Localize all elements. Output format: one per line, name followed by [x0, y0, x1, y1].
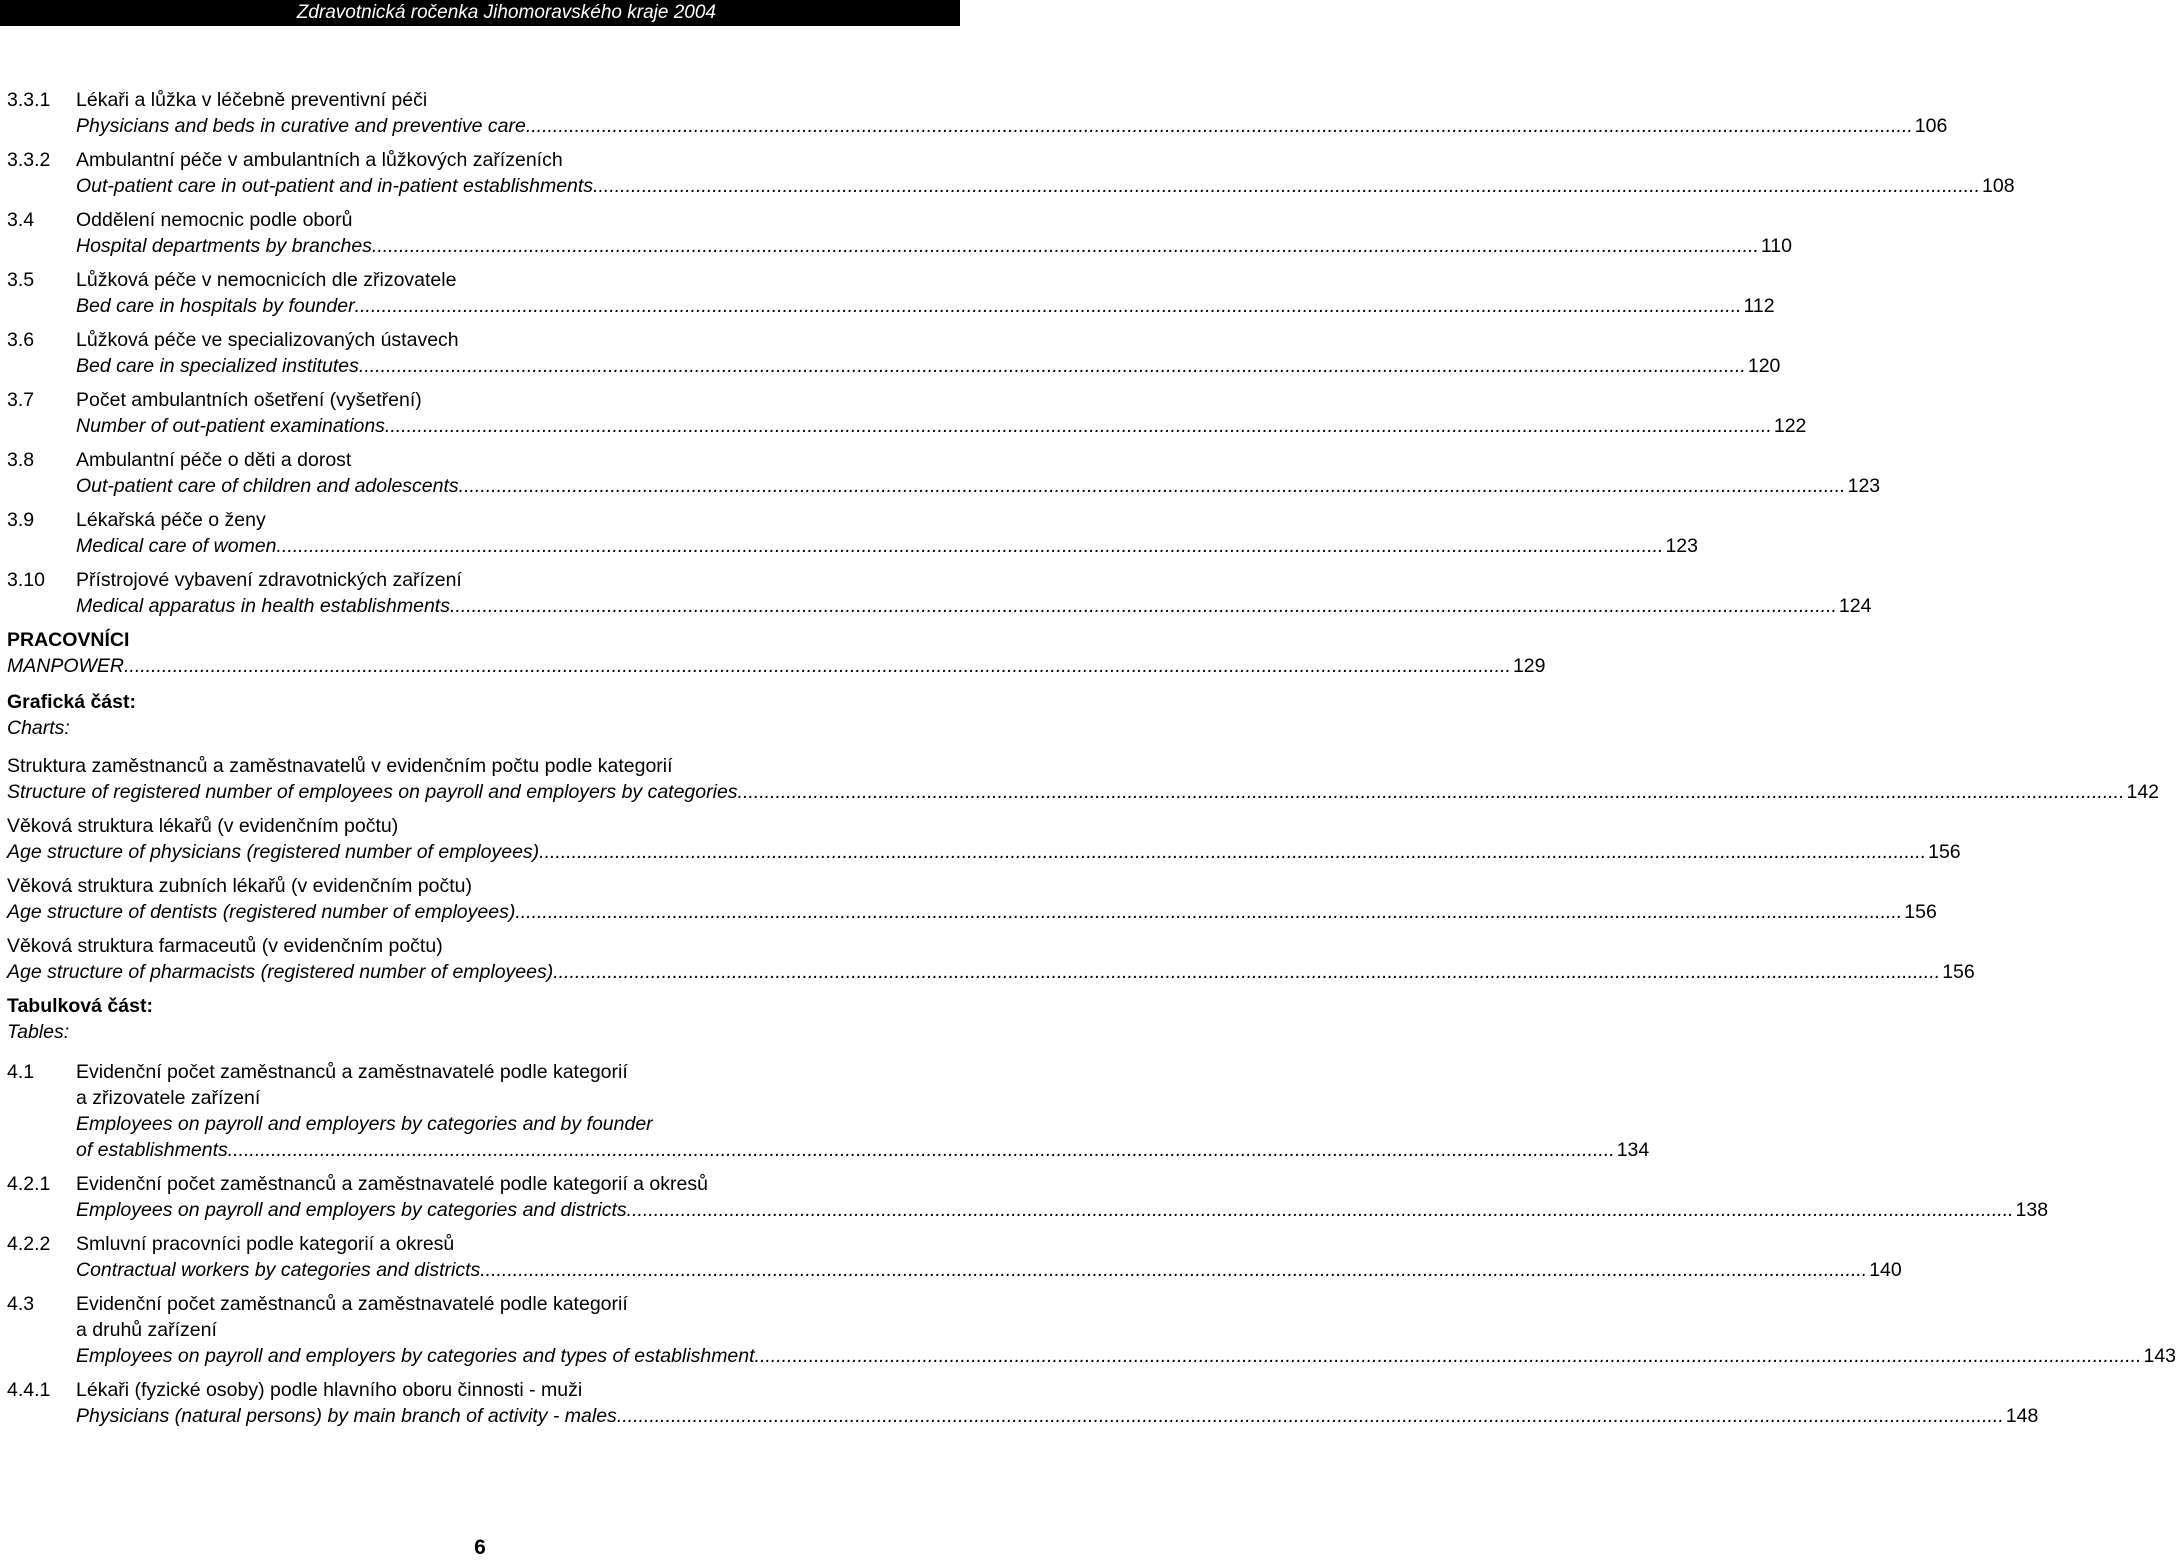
- entry-line-en: [7, 473, 1881, 499]
- leader-dots: ................................................................................................................................................................................................................................................................: [227, 1139, 1615, 1161]
- entry-title-cz: Lékaři (fyzické osoby) podle hlavního oboru činnosti - muži: [76, 1379, 583, 1401]
- entry-line-en: [7, 1403, 2039, 1429]
- entry-title-en-last: Employees on payroll and employers by categories and types of establishment: [76, 1345, 755, 1367]
- entry-line-en: [7, 113, 1948, 139]
- toc-entry[interactable]: [7, 207, 1792, 259]
- chart-title-cz: Struktura zaměstnanců a zaměstnavatelů v evidenčním počtu podle kategorií: [7, 755, 673, 777]
- entry-title-cz: Ambulantní péče o děti a dorost: [76, 449, 352, 471]
- entry-title-en: Physicians and beds in curative and preventive care: [76, 115, 526, 137]
- entry-line-en: [7, 1257, 1902, 1283]
- page-number: 134: [1616, 1139, 1650, 1161]
- entry-title-cz: Lůžková péče ve specializovaných ústavech: [76, 329, 459, 351]
- entry-number: 3.10: [7, 569, 45, 591]
- entry-title-cz: Ambulantní péče v ambulantních a lůžkových zařízeních: [76, 149, 563, 171]
- entry-number: 4.1: [7, 1061, 35, 1083]
- entry-number: 3.4: [7, 209, 35, 231]
- leader-dots: ................................................................................................................................................................................................................................................................: [480, 1259, 1868, 1281]
- toc-tables: [7, 993, 2176, 1429]
- leader-dots: ................................................................................................................................................................................................................................................................: [276, 535, 1664, 557]
- page-number: 110: [1760, 235, 1792, 257]
- chart-title-en: Structure of registered number of employees on payroll and employers by categories: [7, 781, 738, 803]
- entry-title-cz: Přístrojové vybavení zdravotnických zařízení: [76, 569, 462, 591]
- entry-title-en: Out-patient care of children and adolescents: [76, 475, 459, 497]
- chart-title-cz: Věková struktura lékařů (v evidenčním počtu): [7, 815, 399, 837]
- toc-entry[interactable]: [7, 87, 1948, 139]
- entry-title-en: Out-patient care in out-patient and in-patient establishments: [76, 175, 594, 197]
- toc-entry[interactable]: [7, 567, 1872, 619]
- leader-dots: ................................................................................................................................................................................................................................................................: [384, 415, 1772, 437]
- entry-line-en: [7, 1343, 2176, 1369]
- entry-title-en: Bed care in hospitals by founder: [76, 295, 355, 317]
- entry-title-cz: Lůžková péče v nemocnicích dle zřizovatele: [76, 269, 457, 291]
- entry-number: 4.2.1: [7, 1173, 51, 1195]
- toc-charts: [7, 689, 2160, 985]
- running-header: Zdravotnická ročenka Jihomoravského kraje 2004: [0, 0, 960, 26]
- toc-manpower[interactable]: [7, 627, 1546, 679]
- entry-number: 3.3.2: [7, 149, 51, 171]
- entry-number: 4.4.1: [7, 1379, 51, 1401]
- page-number: 138: [2015, 1199, 2049, 1221]
- manpower-title-en: MANPOWER: [7, 655, 124, 677]
- entry-title-cz: Evidenční počet zaměstnanců a zaměstnavatelé podle kategorií a okresů: [76, 1173, 708, 1195]
- table-entry[interactable]: [7, 1171, 2049, 1223]
- entry-line-en: [7, 413, 1807, 439]
- toc-entry[interactable]: [7, 447, 1881, 499]
- entry-title-en-last: of establishments: [76, 1139, 228, 1161]
- leader-dots: ................................................................................................................................................................................................................................................................: [737, 781, 2125, 803]
- page-number: 156: [1942, 961, 1975, 983]
- page-number: 142: [2126, 781, 2160, 803]
- entry-line-en: [7, 293, 1775, 319]
- chart-entry[interactable]: [7, 813, 1961, 865]
- chart-title-cz: Věková struktura zubních lékařů (v evidenčním počtu): [7, 875, 472, 897]
- entry-line-en: [7, 1197, 2049, 1223]
- leader-dots: ................................................................................................................................................................................................................................................................: [539, 841, 1927, 863]
- chart-line-en: [7, 779, 2160, 805]
- page-number: 106: [1914, 115, 1948, 137]
- entry-title-en: Employees on payroll and employers by categories and by founder: [76, 1113, 653, 1135]
- entry-number: 3.3.1: [7, 89, 51, 111]
- entry-title-cz: Oddělení nemocnic podle oborů: [76, 209, 353, 231]
- entry-title-en: Medical apparatus in health establishments: [76, 595, 450, 617]
- table-entry[interactable]: [7, 1231, 1902, 1283]
- entry-number: 3.8: [7, 449, 35, 471]
- page-number: 108: [1982, 175, 2015, 197]
- manpower-title-cz: PRACOVNÍCI: [7, 629, 130, 651]
- toc-entry[interactable]: [7, 327, 1781, 379]
- chart-entry[interactable]: [7, 933, 1975, 985]
- entry-title-cz-cont: a druhů zařízení: [76, 1319, 217, 1341]
- chart-line-en: [7, 959, 1975, 985]
- leader-dots: ................................................................................................................................................................................................................................................................: [525, 115, 1913, 137]
- leader-dots: ................................................................................................................................................................................................................................................................: [616, 1405, 2004, 1427]
- page-number: 156: [1928, 841, 1961, 863]
- entry-number: 3.6: [7, 329, 35, 351]
- page-number: 143: [2143, 1345, 2176, 1367]
- page-number: 122: [1773, 415, 1807, 437]
- entry-title-cz: Evidenční počet zaměstnanců a zaměstnavatelé podle kategorií: [76, 1061, 628, 1083]
- page-number: 123: [1847, 475, 1881, 497]
- entry-title-en-last: Contractual workers by categories and districts: [76, 1259, 481, 1281]
- toc-section-3: [7, 87, 2015, 619]
- leader-dots: ................................................................................................................................................................................................................................................................: [358, 355, 1746, 377]
- page-number-footer: 6: [474, 1536, 486, 1559]
- leader-dots: ................................................................................................................................................................................................................................................................: [593, 175, 1980, 197]
- entry-title-en: Hospital departments by branches: [76, 235, 372, 257]
- entry-number: 4.3: [7, 1293, 35, 1315]
- page-number: 112: [1743, 295, 1775, 317]
- entry-number: 3.5: [7, 269, 35, 291]
- entry-title-en-last: Employees on payroll and employers by categories and districts: [76, 1199, 627, 1221]
- entry-title-cz: Smluvní pracovníci podle kategorií a okresů: [76, 1233, 455, 1255]
- entry-title-cz: Evidenční počet zaměstnanců a zaměstnavatelé podle kategorií: [76, 1293, 628, 1315]
- entry-title-cz: Lékařská péče o ženy: [76, 509, 266, 531]
- entry-line-en: [7, 593, 1872, 619]
- leader-dots: ................................................................................................................................................................................................................................................................: [515, 901, 1903, 923]
- toc-entry[interactable]: [7, 507, 1698, 559]
- entry-title-en: Number of out-patient examinations: [76, 415, 385, 437]
- entry-number: 4.2.2: [7, 1233, 51, 1255]
- page-number: 124: [1838, 595, 1872, 617]
- entry-title-cz: Počet ambulantních ošetření (vyšetření): [76, 389, 422, 411]
- chart-entry[interactable]: [7, 873, 1937, 925]
- tables-heading-en: Tables:: [7, 1021, 70, 1043]
- page-number: 140: [1869, 1259, 1902, 1281]
- entry-number: 3.9: [7, 509, 35, 531]
- leader-dots: ................................................................................................................................................................................................................................................................: [458, 475, 1846, 497]
- toc-entry[interactable]: [7, 267, 1775, 319]
- chart-line-en: [7, 899, 1937, 925]
- chart-title-en: Age structure of pharmacists (registered number of employees): [7, 961, 554, 983]
- charts-heading-en: Charts:: [7, 717, 70, 739]
- entry-title-en-last: Physicians (natural persons) by main branch of activity - males: [76, 1405, 617, 1427]
- page-number: 123: [1665, 535, 1698, 557]
- leader-dots: ................................................................................................................................................................................................................................................................: [754, 1345, 2142, 1367]
- chart-title-cz: Věková struktura farmaceutů (v evidenčním počtu): [7, 935, 443, 957]
- entry-line-en: [7, 173, 2015, 199]
- table-entry[interactable]: [7, 1059, 1650, 1163]
- chart-line-en: [7, 839, 1961, 865]
- leader-dots: ................................................................................................................................................................................................................................................................: [124, 655, 1511, 677]
- toc-entry[interactable]: [7, 147, 2015, 199]
- toc-entry[interactable]: [7, 387, 1807, 439]
- entry-title-cz: Lékaři a lůžka v léčebně preventivní péči: [76, 89, 428, 111]
- entry-line-en: [7, 353, 1781, 379]
- table-entry[interactable]: [7, 1377, 2039, 1429]
- chart-title-en: Age structure of dentists (registered number of employees): [7, 901, 516, 923]
- entry-title-cz-cont: a zřizovatele zařízení: [76, 1087, 261, 1109]
- entry-number: 3.7: [7, 389, 35, 411]
- page-number: 156: [1904, 901, 1937, 923]
- chart-title-en: Age structure of physicians (registered number of employees): [7, 841, 540, 863]
- page-number: 129: [1512, 655, 1546, 677]
- leader-dots: ................................................................................................................................................................................................................................................................: [449, 595, 1837, 617]
- chart-entry[interactable]: [7, 753, 2160, 805]
- leader-dots: ................................................................................................................................................................................................................................................................: [553, 961, 1941, 983]
- entry-line-en: [7, 1137, 1650, 1163]
- page-number: 120: [1747, 355, 1781, 377]
- leader-dots: ................................................................................................................................................................................................................................................................: [626, 1199, 2014, 1221]
- entry-title-en: Bed care in specialized institutes: [76, 355, 359, 377]
- entry-title-en: Medical care of women: [76, 535, 277, 557]
- leader-dots: ................................................................................................................................................................................................................................................................: [354, 295, 1742, 317]
- table-entry[interactable]: [7, 1291, 2176, 1369]
- tables-heading-cz: Tabulková část:: [7, 995, 153, 1017]
- entry-line-en: [7, 533, 1698, 559]
- page-number: 148: [2005, 1405, 2039, 1427]
- charts-heading-cz: Grafická část:: [7, 691, 136, 713]
- leader-dots: ................................................................................................................................................................................................................................................................: [371, 235, 1759, 257]
- entry-line-en: [7, 233, 1792, 259]
- table-of-contents: [7, 87, 2176, 1437]
